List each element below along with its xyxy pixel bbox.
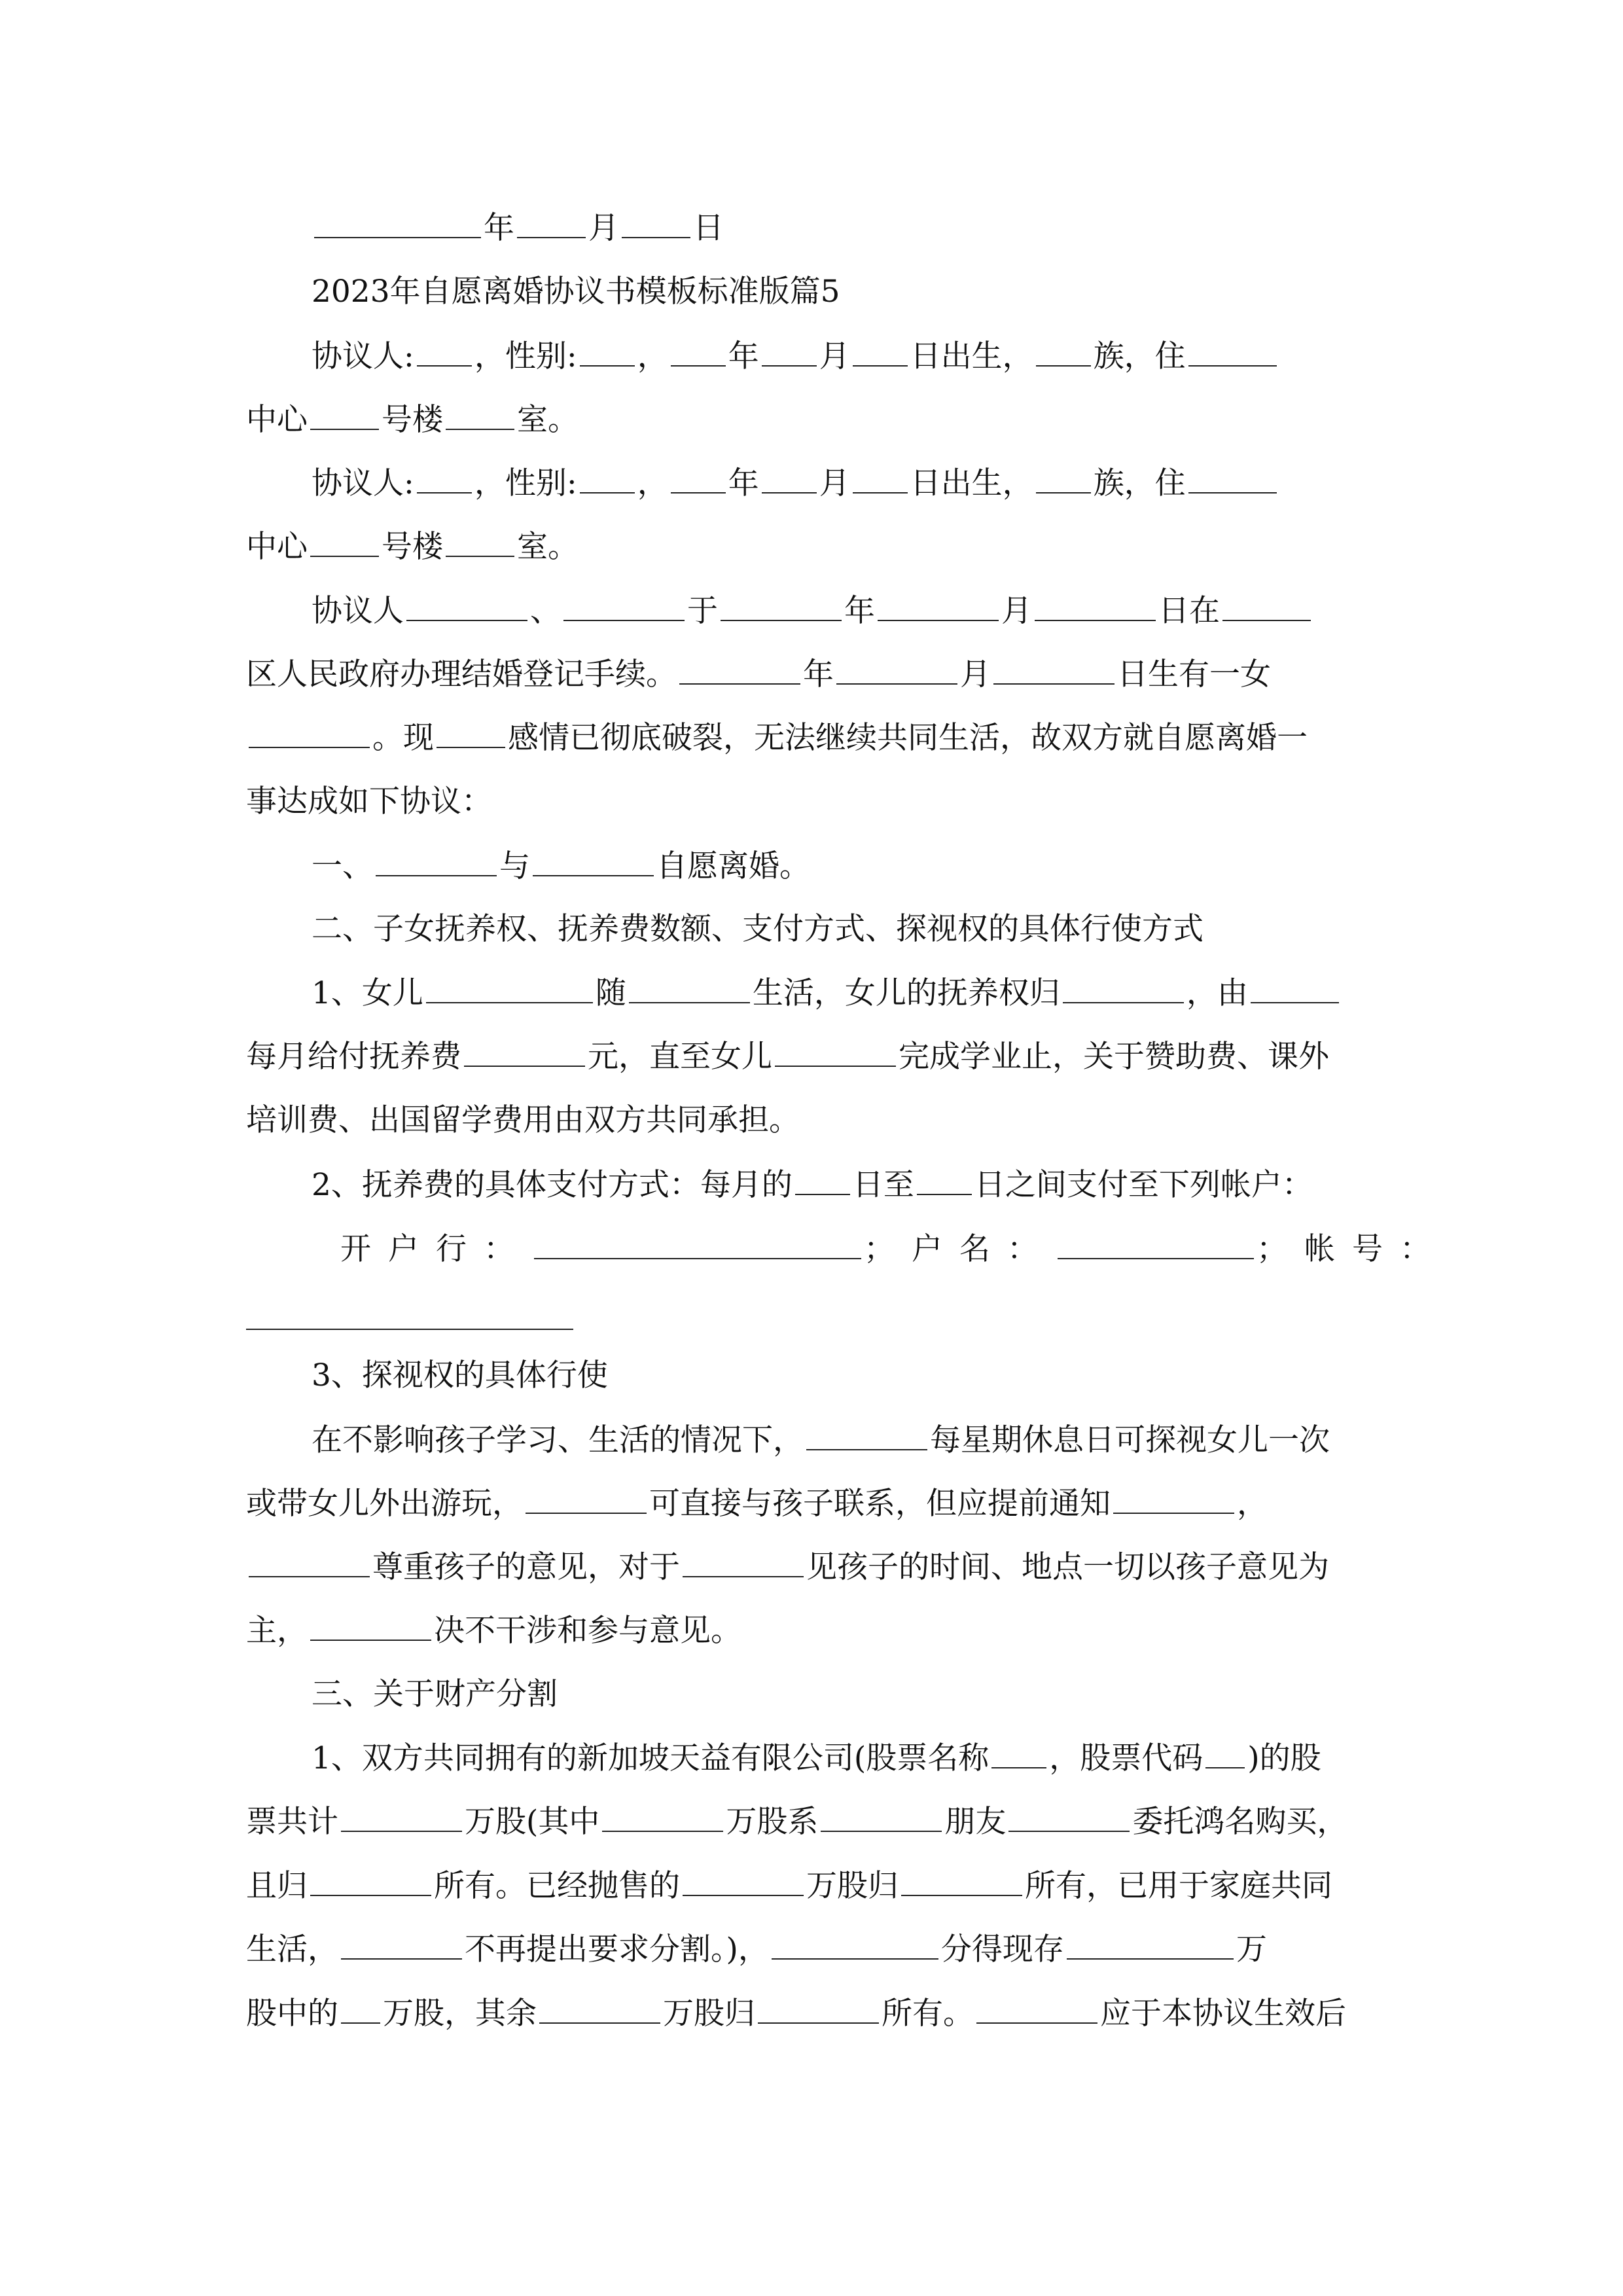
property-line-5: 股中的 万股，其余 万股归 所有。 应于本协议生效后: [246, 1994, 1378, 2034]
property-line-3: 且归 所有。已经抛售的 万股归 所有，已用于家庭共同: [246, 1866, 1378, 1906]
custody-line-3: 培训费、出国留学费用由双方共同承担。: [246, 1102, 800, 1138]
marriage-line-1: 协议人 、 于 年 月 日在: [312, 591, 1378, 631]
visitation-line-2: 或带女儿外出游玩， 可直接与孩子联系，但应提前通知 ，: [246, 1484, 1378, 1524]
marriage-line-2: 区人民政府办理结婚登记手续。 年 月 日生有一女: [246, 655, 1378, 694]
visitation-line-1: 在不影响孩子学习、生活的情况下， 每星期休息日可探视女儿一次: [312, 1420, 1378, 1460]
section-1: 一、 与 自愿离婚。: [312, 846, 1378, 886]
property-line-2: 票共计 万股(其中 万股系 朋友 委托鸿名购买，: [246, 1802, 1378, 1842]
visitation-line-3: 尊重孩子的意见，对于 见孩子的时间、地点一切以孩子意见为: [246, 1547, 1378, 1587]
party-2-address: 中心 号楼 室。: [246, 527, 1378, 567]
custody-line-2: 每月给付抚养费 元，直至女儿 完成学业止，关于赞助费、课外: [246, 1037, 1378, 1077]
marriage-line-3: 。现 感情已彻底破裂，无法继续共同生活，故双方就自愿离婚一: [246, 718, 1378, 758]
account-number-blank: [246, 1329, 573, 1330]
page-title: 2023年自愿离婚协议书模板标准版篇5: [312, 274, 840, 310]
party-1-address: 中心 号楼 室。: [246, 400, 1378, 440]
marriage-line-4: 事达成如下协议：: [246, 783, 492, 819]
bank-account-line: 开户行： ；户名： ；帐号：: [340, 1229, 1472, 1269]
visitation-title: 3、探视权的具体行使: [312, 1357, 608, 1393]
payment-method-line: 2、抚养费的具体支付方式：每月的 日至 日之间支付至下列帐户：: [312, 1165, 1378, 1205]
visitation-line-4: 主， 决不干涉和参与意见。: [246, 1611, 1378, 1651]
party-1-line: 协议人: ，性别: ， 年 月 日出生， 族，住: [312, 336, 1378, 376]
custody-line-1: 1、女儿 随 生活，女儿的抚养权归 ，由: [312, 973, 1378, 1013]
property-line-4: 生活， 不再提出要求分割。)， 分得现存 万: [246, 1929, 1378, 1969]
section-2-title: 二、子女抚养权、抚养费数额、支付方式、探视权的具体行使方式: [312, 911, 1204, 947]
property-line-1: 1、双方共同拥有的新加坡天益有限公司(股票名称 ，股票代码 )的股: [312, 1738, 1378, 1778]
section-3-title: 三、关于财产分割: [312, 1676, 558, 1712]
party-2-line: 协议人: ，性别: ， 年 月 日出生， 族，住: [312, 463, 1378, 503]
date-line: 年 月 日: [312, 208, 1444, 248]
